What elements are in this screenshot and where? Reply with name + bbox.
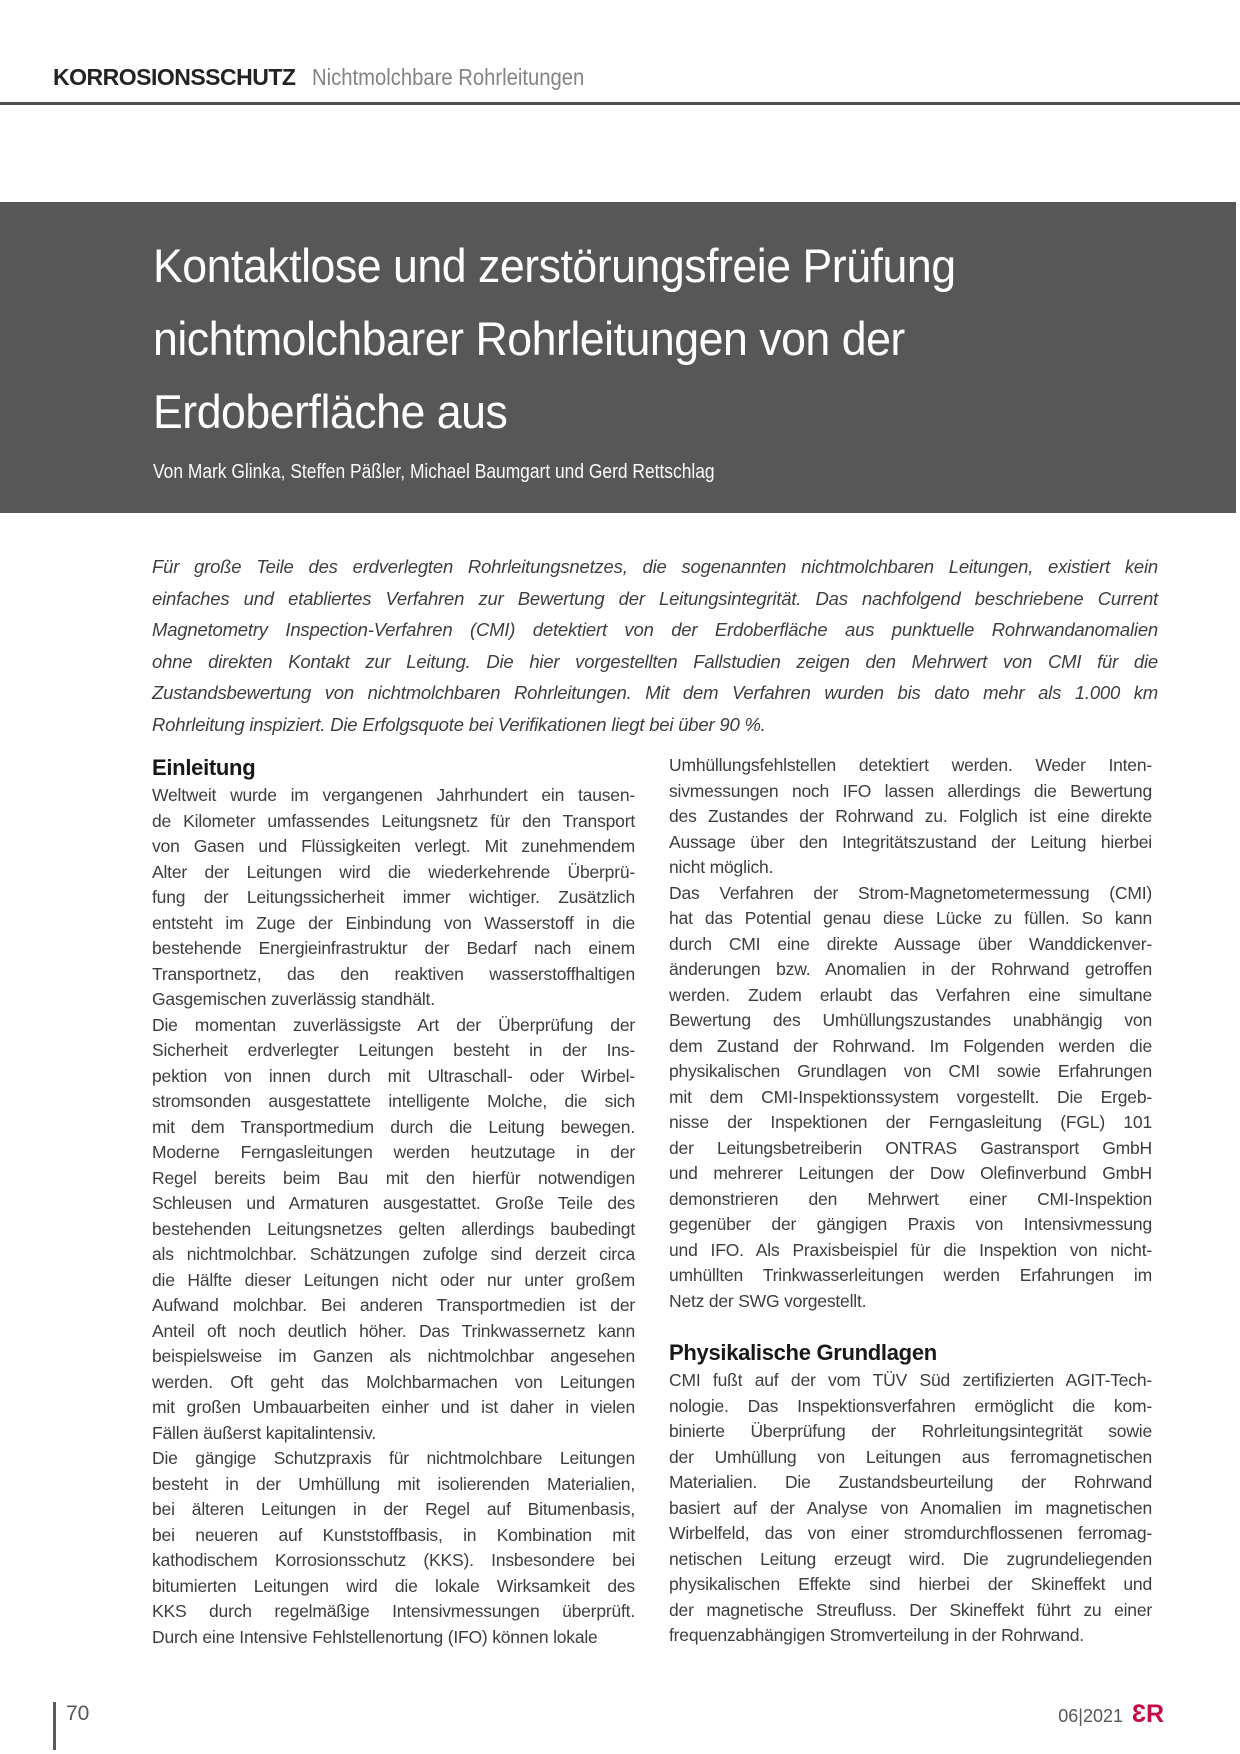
text-line: Das Verfahren der Strom-Magnetometermessung (CMI): [669, 882, 1152, 903]
text-line: netischen Leitung erzeugt wird. Die zugrundeliegenden: [669, 1548, 1152, 1569]
text-line: mit dem CMI-Inspektionssystem vorgestellt. Die Ergeb-: [669, 1086, 1152, 1107]
text-line: Wirbelfeld, das von einer stromdurchflossenen ferromag-: [669, 1523, 1152, 1543]
text-line: nicht möglich.: [669, 857, 774, 877]
text-line: Die gängige Schutzpraxis für nichtmolchbare Leitungen: [152, 1448, 635, 1468]
text-line: hat das Potential genau diese Lücke zu füllen. So kann: [669, 908, 1152, 928]
paragraph: [669, 1368, 1152, 1649]
text-line: Aufwand molchbar. Bei anderen Transportmedien ist der: [152, 1295, 635, 1315]
text-line: Netz der SWG vorgestellt.: [669, 1290, 867, 1311]
text-line: Regel bereits beim Bau mit den hierfür notwendigen: [152, 1167, 635, 1188]
article-authors: Von Mark Glinka, Steffen Päßler, Michael Baumgart und Gerd Rettschlag: [153, 461, 715, 483]
text-line: Schleusen und Armaturen ausgestattet. Große Teile des: [152, 1193, 635, 1213]
text-line: Erdoberfläche aus: [153, 385, 508, 438]
text-line: CMI fußt auf der vom TÜV Süd zertifizierten AGIT-Tech-: [669, 1370, 1152, 1390]
text-line: binierte Überprüfung der Rohrleitungsintegrität sowie: [669, 1421, 1152, 1441]
title-banner: [0, 202, 1236, 513]
text-line: nologie. Das Inspektionsverfahren ermöglicht die kom-: [669, 1395, 1152, 1416]
text-line: Für große Teile des erdverlegten Rohrleitungsnetzes, die sogenannten nichtmolchbaren Leitungen, existiert kein: [152, 556, 1158, 577]
text-line: gegenüber der gängigen Praxis von Intensivmessung: [669, 1214, 1152, 1234]
abstract: [152, 551, 1158, 740]
text-line: Materialien. Die Zustandsbeurteilung der Rohrwand: [669, 1472, 1152, 1492]
text-line: Alter der Leitungen wird die wiederkehrende Überprü-: [152, 861, 635, 882]
column-right: [669, 753, 1152, 1650]
text-line: Rohrleitung inspiziert. Die Erfolgsquote bei Verifikationen liegt bei über 90 %.: [152, 713, 766, 735]
footer-accent-bar: [53, 1702, 56, 1750]
issue-date: 06|2021: [1058, 1706, 1124, 1726]
logo-letter: R: [1145, 1700, 1163, 1728]
text-line: kathodischem Korrosionsschutz (KKS). Insbesondere bei: [152, 1550, 635, 1570]
text-line: de Kilometer umfassendes Leitungsnetz für den Transport: [152, 810, 635, 831]
text-line: Magnetometry Inspection-Verfahren (CMI) detektiert von der Erdoberfläche aus punktuelle Rohrwandanomalien: [152, 619, 1158, 640]
text-line: Moderne Ferngasleitungen werden heutzutage in der: [152, 1142, 635, 1162]
text-line: Sicherheit erdverlegter Leitungen besteht in der Ins-: [152, 1040, 635, 1060]
text-line: Gasgemischen zuverlässig standhält.: [152, 989, 435, 1009]
paragraph: [152, 783, 635, 1013]
text-line: Die momentan zuverlässigste Art der Überprüfung der: [152, 1014, 635, 1035]
text-line: besteht in der Umhüllung mit isolierenden Materialien,: [152, 1473, 635, 1494]
text-line: Anteil oft noch deutlich höher. Das Trinkwassernetz kann: [152, 1320, 635, 1341]
page-number: 70: [66, 1702, 90, 1725]
text-line: basiert auf der Analyse von Anomalien im magnetischen: [669, 1497, 1152, 1518]
text-line: die Hälfte dieser Leitungen nicht oder nur unter großem: [152, 1269, 635, 1290]
text-line: ohne direkten Kontakt zur Leitung. Die hier vorgestellten Fallstudien zeigen den Mehrwert von CMI für die: [152, 650, 1158, 672]
header-divider: [0, 102, 1240, 105]
text-line: Umhüllungsfehlstellen detektiert werden. Weder Inten-: [669, 755, 1152, 775]
text-line: bitumierten Leitungen wird die lokale Wirksamkeit des: [152, 1575, 635, 1596]
text-line: Fällen äußerst kapitalintensiv.: [152, 1422, 377, 1443]
footer-issue-group: [1058, 1700, 1163, 1729]
paragraph: [669, 881, 1152, 1315]
kicker-topic-label: Nichtmolchbare Rohrleitungen: [311, 64, 585, 90]
text-line: Bewertung des Umhüllungszustandes unabhängig von: [669, 1010, 1152, 1030]
text-line: der Umhüllung von Leitungen aus ferromagnetischen: [669, 1446, 1152, 1467]
text-line: nichtmolchbarer Rohrleitungen von der: [153, 312, 905, 365]
text-line: dem Zustand der Rohrwand. Im Folgenden werden die: [669, 1035, 1152, 1056]
text-line: umhüllten Trinkwasserleitungen werden Erfahrungen im: [669, 1265, 1152, 1285]
text-line: von Gasen und Flüssigkeiten verlegt. Mit zunehmendem: [152, 836, 635, 856]
text-line: Durch eine Intensive Fehlstellenortung (IFO) können lokale: [152, 1626, 598, 1647]
journal-logo: [1133, 1700, 1163, 1729]
text-line: der magnetische Streufluss. Der Skineffekt führt zu einer: [669, 1599, 1152, 1620]
text-line: und mehrerer Leitungen der Dow Olefinverbund GmbH: [669, 1163, 1152, 1183]
text-line: werden. Zudem erlaubt das Verfahren eine simultane: [669, 984, 1152, 1005]
text-line: physikalischen Effekte sind hierbei der Skineffekt und: [669, 1574, 1152, 1594]
text-line: entsteht im Zuge der Einbindung von Wasserstoff in die: [152, 912, 635, 933]
text-line: demonstrieren den Mehrwert einer CMI-Inspektion: [669, 1188, 1152, 1209]
text-line: der Leitungsbetreiberin ONTRAS Gastransport GmbH: [669, 1137, 1152, 1158]
text-line: Aussage über den Integritätszustand der Leitung hierbei: [669, 831, 1152, 852]
article-title: [153, 229, 1182, 448]
text-line: stromsonden ausgestattete intelligente Molche, die sich: [152, 1091, 635, 1111]
text-line: bestehende Energieinfrastruktur der Bedarf nach einem: [152, 938, 635, 958]
text-line: und IFO. Als Praxisbeispiel für die Inspektion von nicht-: [669, 1239, 1152, 1260]
text-line: fung der Leitungssicherheit immer wichtiger. Zusätzlich: [152, 887, 635, 907]
text-line: bei neueren auf Kunststoffbasis, in Kombination mit: [152, 1524, 635, 1545]
text-line: einfaches und etabliertes Verfahren zur Bewertung der Leitungsintegrität. Das nachfolgend beschriebene Current: [152, 587, 1158, 609]
section-heading-physikalische-grundlagen: Physikalische Grundlagen: [669, 1340, 937, 1365]
text-line: Kontaktlose und zerstörungsfreie Prüfung: [153, 239, 956, 292]
article-body: [152, 753, 1152, 1650]
paragraph: [152, 1013, 635, 1447]
text-line: physikalischen Grundlagen von CMI sowie Erfahrungen: [669, 1061, 1152, 1081]
text-line: als nichtmolchbar. Schätzungen zufolge sind derzeit circa: [152, 1244, 635, 1264]
text-line: Transportnetz, das den reaktiven wasserstoffhaltigen: [152, 963, 635, 984]
kicker-section-label: KORROSIONSSCHUTZ: [53, 64, 296, 90]
text-line: nisse der Inspektionen der Ferngasleitung (FGL) 101: [669, 1112, 1152, 1132]
text-line: bestehenden Leitungsnetzes gelten allerdings baubedingt: [152, 1218, 635, 1239]
text-line: sivmessungen noch IFO lassen allerdings die Bewertung: [669, 780, 1152, 801]
text-line: änderungen bzw. Anomalien in der Rohrwand getroffen: [669, 959, 1152, 979]
text-line: werden. Oft geht das Molchbarmachen von Leitungen: [152, 1371, 635, 1392]
text-line: beispielsweise im Ganzen als nichtmolchbar angesehen: [152, 1346, 635, 1366]
text-line: des Zustandes der Rohrwand zu. Folglich ist eine direkte: [669, 806, 1152, 826]
text-line: bei älteren Leitungen in der Regel auf Bitumenbasis,: [152, 1499, 635, 1519]
text-line: mit großen Umbauarbeiten einher und ist daher in vielen: [152, 1397, 635, 1417]
text-line: Zustandsbewertung von nichtmolchbaren Rohrleitungen. Mit dem Verfahren wurden bis dato mehr als 1.000 km: [152, 682, 1158, 703]
text-line: frequenzabhängigen Stromverteilung in der Rohrwand.: [669, 1625, 1084, 1645]
section-heading-einleitung: Einleitung: [152, 755, 256, 780]
text-line: mit dem Transportmedium durch die Leitung bewegen.: [152, 1116, 635, 1137]
logo-numeral: 3: [1133, 1700, 1146, 1728]
column-left: [152, 753, 635, 1650]
kicker: [53, 64, 621, 91]
text-line: Weltweit wurde im vergangenen Jahrhundert ein tausen-: [152, 785, 635, 805]
text-line: KKS durch regelmäßige Intensivmessungen überprüft.: [152, 1601, 635, 1621]
paragraph: [669, 753, 1152, 881]
paragraph: [152, 1446, 635, 1650]
text-line: pektion von innen durch mit Ultraschall- oder Wirbel-: [152, 1065, 635, 1086]
text-line: durch CMI eine direkte Aussage über Wanddickenver-: [669, 933, 1152, 954]
